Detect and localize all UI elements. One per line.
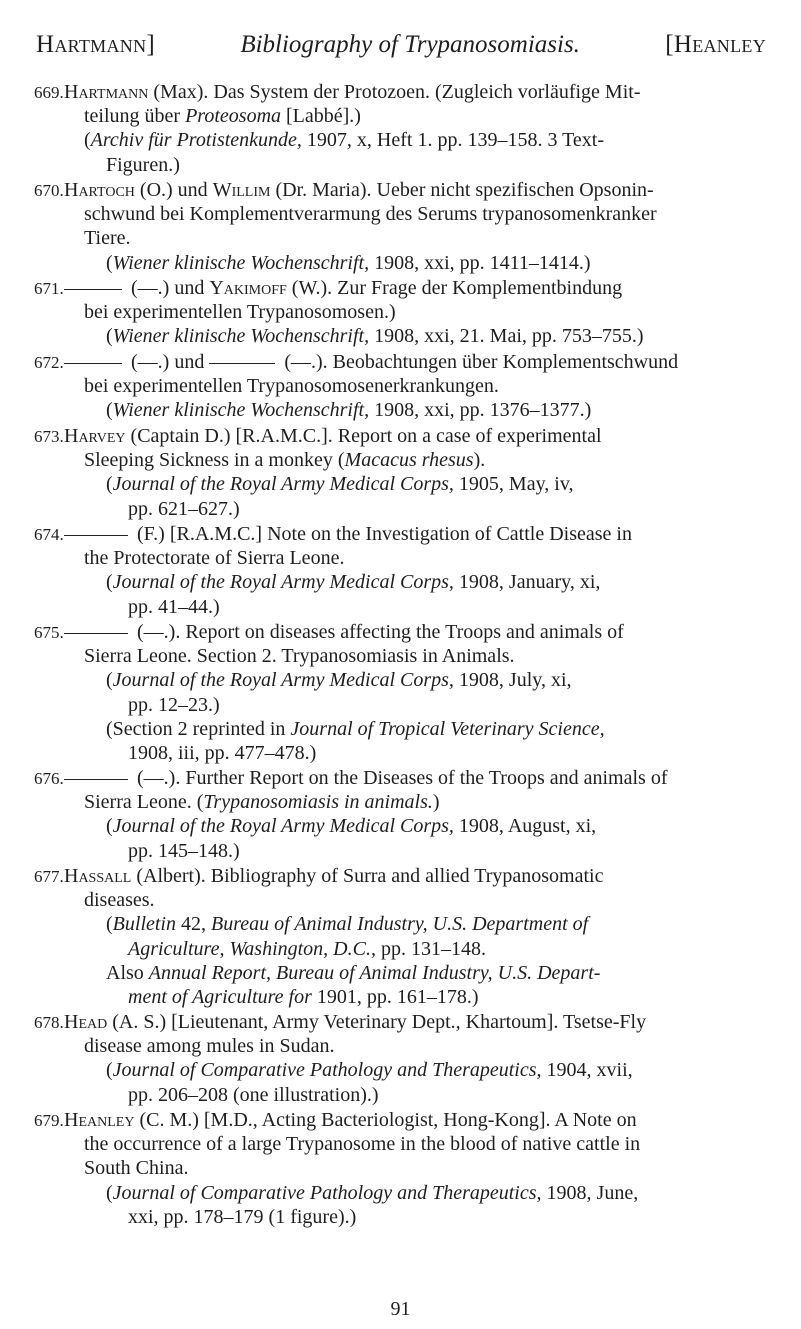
- header-right: [Heanley: [665, 31, 766, 58]
- citation-text: 1908, xxi, 21. Mai, pp. 753–755.): [369, 325, 644, 348]
- ditto-rule: [64, 535, 128, 536]
- author-name: Willim: [212, 179, 271, 201]
- ditto-rule: [209, 363, 275, 364]
- author-name: Hartoch: [64, 179, 135, 201]
- entry-669: [0, 80, 801, 178]
- species-name: Proteosoma: [185, 105, 282, 128]
- journal-title: Wiener klinische Wochenschrift,: [112, 251, 370, 274]
- entry-number: 675.: [34, 623, 64, 642]
- citation-text: (: [106, 325, 113, 348]
- entry-674: [0, 522, 801, 620]
- entry-text: ).: [473, 449, 486, 472]
- entry-text: (A. S.) [Lieutenant, Army Veterinary Dept., Khartoum]. Tsetse-Fly: [107, 1011, 647, 1033]
- citation-text: pp. 41–44.): [128, 595, 220, 618]
- entry-text: Sierra Leone. Section 2. Trypanosomiasis in Animals.: [84, 645, 515, 668]
- running-header: [36, 30, 766, 64]
- journal-title: Journal of the Royal Army Medical Corps,: [112, 473, 454, 496]
- entry-676: [0, 766, 801, 864]
- entry-number: 669.: [34, 83, 64, 102]
- journal-title: ment of Agriculture for: [128, 986, 312, 1009]
- entry-text: disease among mules in Sudan.: [84, 1035, 335, 1058]
- citation-text: (: [106, 913, 113, 936]
- entry-678: [0, 1010, 801, 1108]
- species-name: Macacus rhesus: [344, 449, 474, 472]
- entry-text: (—.). Report on diseases affecting the Troops and animals of: [132, 621, 624, 643]
- citation-text: pp. 131–148.: [375, 937, 486, 960]
- journal-title: Journal of Tropical Veterinary Science,: [290, 717, 605, 740]
- ditto-rule: [64, 779, 128, 780]
- citation-text: pp. 206–208 (one illustration).): [128, 1083, 379, 1106]
- entry-text: Sleeping Sickness in a monkey (: [84, 449, 345, 472]
- entry-673: [0, 424, 801, 522]
- entry-text: (Dr. Maria). Ueber nicht spezifischen Opsonin-: [270, 179, 654, 201]
- entry-text: the Protectorate of Sierra Leone.: [84, 547, 345, 570]
- journal-title: Wiener klinische Wochenschrift,: [112, 399, 370, 422]
- citation-text: (: [106, 1059, 113, 1082]
- entry-text: (W.). Zur Frage der Komplementbindung: [286, 277, 623, 299]
- reprint-text: 1901, pp. 161–178.): [311, 986, 479, 1009]
- entry-text: ): [432, 791, 440, 814]
- citation-text: (: [106, 571, 113, 594]
- citation-text: (: [106, 473, 113, 496]
- citation-text: (: [84, 129, 91, 152]
- journal-title: Archiv für Protistenkunde,: [90, 129, 302, 152]
- entry-text: (—.). Beobachtungen über Komplementschwund: [279, 351, 679, 373]
- entry-number: 673.: [34, 427, 64, 446]
- journal-title: Journal of the Royal Army Medical Corps,: [112, 571, 454, 594]
- citation-text: 1908, July, xi,: [453, 669, 572, 692]
- entry-number: 671.: [34, 279, 64, 298]
- entry-text: (O.) und: [134, 179, 213, 201]
- header-left: Hartmann]: [36, 31, 156, 58]
- citation-text: 1908, xxi, pp. 1376–1377.): [369, 399, 592, 422]
- author-name: Hartmann: [64, 81, 149, 103]
- author-name: Yakimoff: [209, 277, 287, 299]
- ditto-rule: [64, 289, 122, 290]
- entry-text: (Max). Das System der Protozoen. (Zugleich vorläufige Mit-: [148, 81, 641, 103]
- citation-text: xxi, pp. 178–179 (1 figure).): [128, 1205, 357, 1228]
- entry-number: 674.: [34, 525, 64, 544]
- citation-text: 1908, June,: [541, 1181, 639, 1204]
- citation-text: (: [106, 251, 113, 274]
- journal-title: Journal of Comparative Pathology and Therapeutics,: [112, 1181, 542, 1204]
- author-name: Heanley: [64, 1109, 135, 1131]
- citation-text: 1905, May, iv,: [453, 473, 574, 496]
- entry-text: Tiere.: [84, 227, 131, 250]
- entry-text: the occurrence of a large Trypanosome in the blood of native cattle in: [84, 1133, 641, 1156]
- entry-text: South China.: [84, 1157, 189, 1180]
- journal-title: Journal of the Royal Army Medical Corps,: [112, 669, 454, 692]
- entry-text: (Albert). Bibliography of Surra and allied Trypanosomatic: [131, 865, 604, 887]
- entry-number: 672.: [34, 353, 64, 372]
- entry-text: [Labbé].): [281, 105, 361, 128]
- reprint-text: 1908, iii, pp. 477–478.): [128, 742, 317, 765]
- reprint-text: (Section 2 reprinted in: [106, 717, 291, 740]
- entry-text: (—.) und: [126, 277, 210, 299]
- entry-text: (C. M.) [M.D., Acting Bacteriologist, Hong-Kong]. A Note on: [134, 1109, 637, 1131]
- citation-text: (: [106, 815, 113, 838]
- journal-title: Journal of Comparative Pathology and Therapeutics,: [112, 1059, 542, 1082]
- citation-text: 1908, xxi, pp. 1411–1414.): [369, 251, 591, 274]
- ditto-rule: [64, 633, 128, 634]
- header-title: Bibliography of Trypanosomiasis.: [240, 31, 580, 58]
- entry-number: 679.: [34, 1111, 64, 1130]
- entry-675: [0, 620, 801, 766]
- entry-italic: Trypanosomiasis in animals.: [203, 791, 433, 814]
- citation-text: 1908, August, xi,: [453, 815, 597, 838]
- ditto-rule: [64, 363, 122, 364]
- citation-text: 1907, x, Heft 1. pp. 139–158. 3 Text-: [301, 129, 605, 152]
- reprint-text: Also: [106, 961, 149, 984]
- author-name: Hassall: [64, 865, 132, 887]
- citation-text: pp. 12–23.): [128, 693, 220, 716]
- citation-text: 42,: [176, 913, 211, 936]
- entry-number: 678.: [34, 1013, 64, 1032]
- entry-670: [0, 178, 801, 276]
- citation-text: pp. 621–627.): [128, 497, 240, 520]
- entry-number: 677.: [34, 867, 64, 886]
- entry-text: teilung über: [84, 105, 186, 128]
- entry-677: [0, 864, 801, 1010]
- citation-text: (: [106, 399, 113, 422]
- journal-title: Bureau of Animal Industry, U.S. Department of: [211, 913, 589, 936]
- citation-text: (: [106, 669, 113, 692]
- entry-671: [0, 276, 801, 350]
- journal-title: Journal of the Royal Army Medical Corps,: [112, 815, 454, 838]
- journal-title: Wiener klinische Wochenschrift,: [112, 325, 370, 348]
- entry-text: bei experimentellen Trypanosomosenerkrankungen.: [84, 375, 499, 398]
- citation-text: (: [106, 1181, 113, 1204]
- journal-title: Annual Report, Bureau of Animal Industry, U.S. Depart-: [148, 961, 601, 984]
- author-name: Head: [64, 1011, 108, 1033]
- entry-text: diseases.: [84, 889, 155, 912]
- entry-number: 670.: [34, 181, 64, 200]
- journal-title: Bulletin: [112, 913, 176, 936]
- entry-text: (—.). Further Report on the Diseases of the Troops and animals of: [132, 767, 668, 789]
- entry-text: (F.) [R.A.M.C.] Note on the Investigation of Cattle Disease in: [132, 523, 632, 545]
- entry-text: (Captain D.) [R.A.M.C.]. Report on a case of experimental: [125, 425, 602, 447]
- entry-text: schwund bei Komplementverarmung des Serums trypanosomenkranker: [84, 203, 657, 226]
- journal-title: Agriculture, Washington, D.C.,: [128, 937, 376, 960]
- citation-text: pp. 145–148.): [128, 839, 240, 862]
- author-name: Harvey: [64, 425, 126, 447]
- page-number: 91: [390, 1298, 411, 1320]
- citation-text: 1904, xvii,: [541, 1059, 633, 1082]
- citation-text: 1908, January, xi,: [453, 571, 601, 594]
- entry-text: Sierra Leone. (: [84, 791, 204, 814]
- entry-text: bei experimentellen Trypanosomosen.): [84, 301, 396, 324]
- citation-text: Figuren.): [106, 153, 180, 176]
- entry-text: (—.) und: [126, 351, 210, 373]
- entry-number: 676.: [34, 769, 64, 788]
- entry-679: [0, 1108, 801, 1230]
- bibliography-entries: [0, 80, 801, 1230]
- entry-672: [0, 350, 801, 424]
